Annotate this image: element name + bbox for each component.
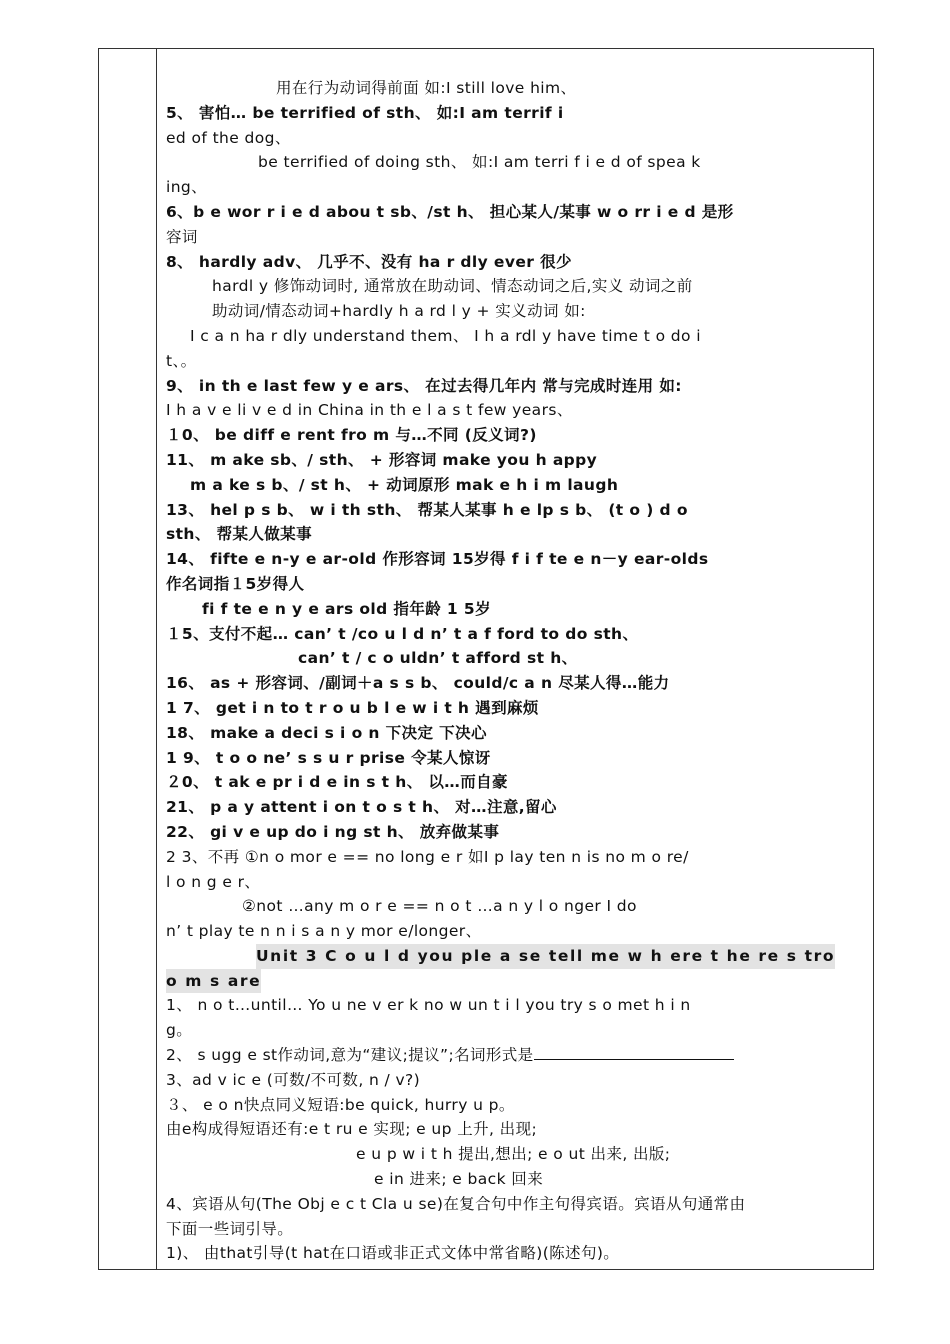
text-line: fi f te e n y e ars old 指年龄 1 5岁 <box>202 599 491 618</box>
text-line: I h a v e li v e d in China in th e l a s t few years、 <box>166 401 573 420</box>
text-line: ３、 e o n快点同义短语:be quick, hurry u p。 <box>166 1095 515 1114</box>
text-line: 6、b e wor r i e d abou t sb、/st h、 担心某人/某事 w o rr i e d 是形 <box>166 202 734 221</box>
text-line: sth、 帮某人做某事 <box>166 525 312 544</box>
text-line: 1、 n o t…until… Yo u ne v er k no w un t i l you try s o met h i n <box>166 996 691 1015</box>
text-line: ２0、 t ak e pr i d e in s t h、 以…而自豪 <box>166 773 508 792</box>
text-line: 21、 p a y attent i on t o s t h、 对…注意,留心 <box>166 798 557 817</box>
text-line: 16、 as + 形容词、/副词＋a s s b、 could/c a n 尽某人得…能力 <box>166 674 670 693</box>
text-line: n’ t play te n n i s a n y mor e/longer、 <box>166 922 482 941</box>
text-line: １5、支付不起… can’ t /co u l d n’ t a f ford to do sth、 <box>166 624 639 643</box>
text-line: 13、 hel p s b、 w i th sth、 帮某人某事 h e lp s b、 (t o ) d o <box>166 500 688 519</box>
text-line: 11、 m ake sb、/ sth、 + 形容词 make you h appy <box>166 450 598 469</box>
text-line: 18、 make a deci s i o n 下决定 下决心 <box>166 723 487 742</box>
text-line: g。 <box>166 1021 193 1040</box>
text-line: e in 进来; e back 回来 <box>374 1170 544 1189</box>
text-line: ed of the dog、 <box>166 128 291 147</box>
unit-title-part1: Unit 3 C o u l d you ple a se tell me w h ere t he re s tro <box>256 944 835 969</box>
unit-title-part2: o m s are <box>166 969 261 994</box>
text-line: l o n g e r、 <box>166 872 261 891</box>
fill-in-blank <box>534 1045 734 1060</box>
text-line: 由e构成得短语还有:e t ru e 实现; e up 上升, 出现; <box>166 1120 538 1139</box>
text-line: 14、 fifte e n-y e ar-old 作形容词 15岁得 f i f te e n－y ear-olds <box>166 550 709 569</box>
text-line: 9、 in th e last few y e ars、 在过去得几年内 常与完成时连用 如: <box>166 376 682 395</box>
text-line: 4、宾语从句(The Obj e c t Cla u se)在复合句中作主句得宾语。宾语从句通常由 <box>166 1194 746 1213</box>
text-line: 1 7、 get i n to t r o u b l e w i t h 遇到麻烦 <box>166 698 539 717</box>
text-line: 2 3、不再 ①n o mor e == no long e r 如I p lay ten n is no m o re/ <box>166 847 689 866</box>
text-line: I c a n ha r dly understand them、 I h a rdl y have time t o do i <box>190 326 701 345</box>
text-line: 5、 害怕… be terrified of sth、 如:I am terrif i <box>166 103 564 122</box>
suggest-note: 2、 s ugg e st作动词,意为“建议;提议”;名词形式是 <box>166 1046 534 1065</box>
text-line: t、。 <box>166 351 197 370</box>
text-line: ②not …any m o r e == n o t …a n y l o nger I do <box>242 897 637 916</box>
left-margin-column <box>99 49 157 1269</box>
text-line: m a ke s b、/ st h、 + 动词原形 mak e h i m laugh <box>190 475 619 494</box>
text-line: be terrified of doing sth、 如:I am terri f i e d of spea k <box>258 153 701 172</box>
text-line: 22、 gi v e up do i ng st h、 放弃做某事 <box>166 822 500 841</box>
text-line: 1)、 由that引导(t hat在口语或非正式文体中常省略)(陈述句)。 <box>166 1244 620 1263</box>
text-line: 作名词指１5岁得人 <box>166 574 305 593</box>
text-line: hardl y 修饰动词时, 通常放在助动词、情态动词之后,实义 动词之前 <box>212 277 693 296</box>
unit-heading-cont <box>166 969 866 994</box>
unit-heading <box>166 944 866 969</box>
text-line: can’ t / c o uldn’ t afford st h、 <box>298 649 578 668</box>
text-line: 助动词/情态动词+hardly h a rd l y + 实义动词 如: <box>212 302 586 321</box>
text-line: 3、ad v ic e (可数/不可数, n / v?) <box>166 1070 421 1089</box>
text-line: e u p w i t h 提出,想出; e o ut 出来, 出版; <box>356 1145 671 1164</box>
text-line: １0、 be diff e rent fro m 与…不同 (反义词?) <box>166 426 537 445</box>
text-line: ing、 <box>166 178 208 197</box>
text-line: 用在行为动词得前面 如:I still love him、 <box>276 79 577 97</box>
document-content <box>166 76 866 1266</box>
text-line: 1 9、 t o o ne’ s s u r prise 令某人惊讶 <box>166 748 491 767</box>
text-line: 8、 hardly adv、 几乎不、没有 ha r dly ever 很少 <box>166 252 572 271</box>
text-line <box>166 1043 866 1068</box>
text-line: 下面一些词引导。 <box>166 1219 294 1238</box>
text-line: 容词 <box>166 227 198 246</box>
